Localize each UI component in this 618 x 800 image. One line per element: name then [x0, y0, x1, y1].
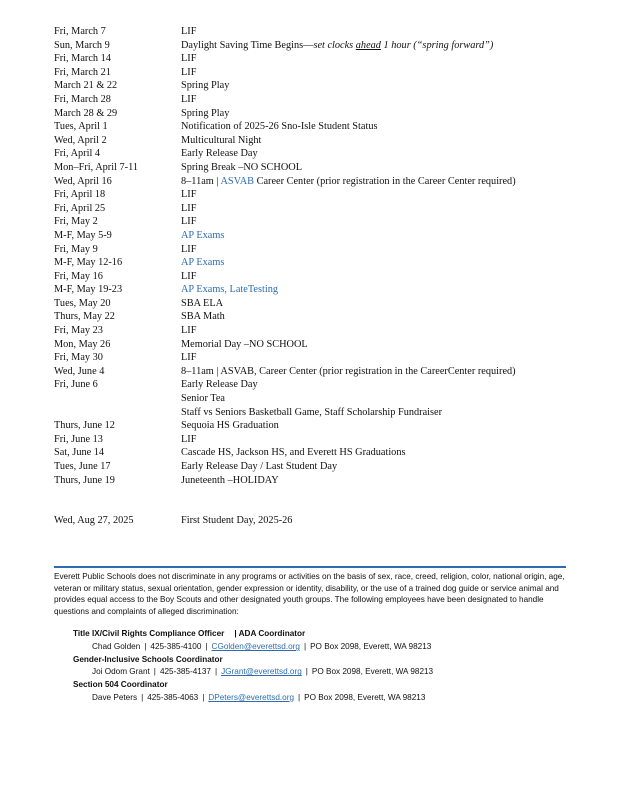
schedule-row	[54, 243, 574, 257]
event-text: Spring Play	[181, 107, 230, 119]
schedule-row	[54, 175, 574, 189]
coordinator-phone: 425-385-4137	[159, 667, 211, 677]
event-text: LIF	[181, 270, 197, 282]
coordinator-role: Title IX/Civil Rights Compliance Officer	[73, 629, 225, 639]
schedule-row	[54, 93, 574, 107]
event-text: SBA ELA	[181, 297, 224, 309]
event-date: Fri, April 25	[54, 202, 106, 214]
event-description	[181, 66, 196, 80]
divider: |	[298, 692, 301, 702]
event-text: LIF	[181, 352, 197, 364]
schedule-row	[54, 270, 574, 284]
event-date: M-F, May 12-16	[54, 257, 123, 269]
schedule-row	[54, 134, 574, 148]
event-text: Staff vs Seniors Basketball Game, Staff Scholarship Fundraiser	[181, 406, 443, 418]
event-description	[181, 365, 516, 379]
event-text: LIF	[181, 216, 197, 228]
event-description	[181, 120, 377, 134]
divider: |	[305, 667, 308, 677]
event-date: Fri, April 4	[54, 148, 101, 160]
event-text: Juneteenth –HOLIDAY	[181, 474, 279, 486]
schedule-row	[54, 188, 574, 202]
schedule-row	[54, 161, 574, 175]
event-text: Spring Play	[181, 80, 230, 92]
nondiscrimination-notice: Everett Public Schools does not discriminate in any programs or activities on the basis of sex, race, creed, religion, color, national origin, age, veteran or military status, sexual orientation, gender expression or identity, disability, or the use of a trained dog guide or service animal and provides equal access to the Boy Scouts and other designated youth groups. The following employees have been designated to handle questions and complaints of alleged discrimination:	[54, 572, 565, 616]
event-text: LIF	[181, 189, 197, 201]
schedule-row	[54, 324, 574, 338]
event-date: Sun, March 9	[54, 39, 110, 51]
divider: |	[214, 667, 218, 677]
event-text: Spring Break –NO SCHOOL	[181, 161, 302, 173]
divider: |	[141, 692, 144, 702]
event-description	[181, 175, 516, 189]
divider: |	[303, 642, 307, 652]
first-day-row	[54, 514, 574, 528]
event-date: Tues, June 17	[54, 461, 111, 472]
schedule-row	[54, 406, 574, 420]
schedule-row	[54, 365, 574, 379]
coordinator-name: Chad Golden	[92, 642, 141, 652]
divider: |	[153, 667, 156, 677]
schedule-row	[54, 460, 574, 474]
schedule-row	[54, 419, 574, 433]
schedule-list	[54, 25, 574, 528]
event-text: Daylight Saving Time Begins—	[181, 39, 314, 51]
event-description	[181, 93, 196, 107]
coordinator-title	[73, 654, 566, 667]
event-text-after: 1 hour (“spring forward”)	[383, 39, 494, 51]
event-text: Early Release Day / Last Student Day	[181, 461, 338, 472]
event-date: Sat, June 14	[54, 447, 105, 459]
schedule-row	[54, 310, 574, 324]
divider: |	[144, 642, 147, 652]
coordinator-address: PO Box 2098, Everett, WA 98213	[310, 642, 432, 652]
event-description	[181, 338, 308, 352]
first-day-event: First Student Day, 2025-26	[181, 515, 293, 527]
coordinator-email-link[interactable]: JGrant@everettsd.org	[221, 667, 302, 677]
event-date	[54, 406, 181, 420]
event-description	[181, 351, 196, 365]
event-description	[181, 406, 442, 420]
coordinator-role-secondary: | ADA Coordinator	[234, 629, 306, 639]
event-description	[181, 270, 196, 284]
event-text: Cascade HS, Jackson HS, and Everett HS Graduations	[181, 447, 406, 459]
event-link[interactable]: AP Exams, LateTesting	[181, 284, 278, 296]
event-date: M-F, May 19-23	[54, 284, 123, 296]
schedule-row	[54, 256, 574, 270]
event-text: LIF	[181, 66, 197, 78]
event-text: LIF	[181, 202, 197, 214]
event-date: Thurs, May 22	[54, 311, 115, 323]
coordinator-address: PO Box 2098, Everett, WA 98213	[304, 692, 426, 702]
schedule-row	[54, 433, 574, 447]
event-description	[181, 378, 258, 392]
event-text: 8–11am |	[181, 175, 219, 187]
schedule-row	[54, 25, 574, 39]
coordinator-role: Gender-Inclusive Schools Coordinator	[73, 654, 223, 664]
event-date: Fri, May 9	[54, 243, 98, 255]
event-date: Mon–Fri, April 7-11	[54, 161, 138, 173]
event-description	[181, 147, 258, 161]
event-date: Fri, May 16	[54, 270, 103, 282]
event-description	[181, 392, 225, 406]
coordinator-name: Joi Odom Grant	[92, 667, 150, 677]
coordinator-list	[73, 628, 566, 704]
event-description	[181, 243, 196, 257]
event-date: Fri, June 6	[54, 379, 98, 391]
event-link[interactable]: AP Exams	[181, 229, 225, 241]
schedule-row	[54, 215, 574, 229]
schedule-row	[54, 52, 574, 66]
event-date: Fri, March 7	[54, 26, 106, 37]
divider: |	[205, 642, 208, 652]
event-description	[181, 39, 493, 53]
schedule-row	[54, 202, 574, 216]
event-description	[181, 460, 337, 474]
event-date: Mon, May 26	[54, 338, 111, 350]
event-date: Tues, April 1	[54, 121, 108, 133]
event-text: LIF	[181, 93, 197, 105]
event-date: March 21 & 22	[54, 80, 118, 92]
first-day-date: Wed, Aug 27, 2025	[54, 515, 134, 527]
event-text: Memorial Day –NO SCHOOL	[181, 338, 308, 350]
nondiscrimination-footer	[54, 566, 566, 705]
event-description	[181, 134, 261, 148]
event-description	[181, 161, 302, 175]
event-description	[181, 229, 224, 243]
event-description	[181, 310, 225, 324]
coordinator-contact	[73, 692, 566, 705]
event-date: Wed, April 16	[54, 175, 112, 187]
event-text: LIF	[181, 26, 197, 37]
event-description	[181, 283, 278, 297]
coordinator-contact	[73, 641, 566, 654]
event-link[interactable]: AP Exams	[181, 257, 225, 269]
event-date: Fri, June 13	[54, 433, 103, 445]
event-date: Fri, March 28	[54, 93, 111, 105]
event-text: LIF	[181, 433, 197, 445]
event-text: 8–11am | ASVAB, Career Center (prior registration in the CareerCenter required)	[181, 365, 516, 377]
schedule-row	[54, 378, 574, 392]
event-underline: ahead	[355, 39, 381, 51]
event-date: Wed, April 2	[54, 134, 107, 146]
schedule-gap	[54, 487, 574, 514]
event-date: Fri, March 21	[54, 66, 111, 78]
coordinator-phone: 425-385-4063	[147, 692, 199, 702]
coordinator-title	[73, 628, 566, 641]
schedule-row	[54, 338, 574, 352]
event-text: Early Release Day	[181, 379, 258, 391]
coordinator-name: Dave Peters	[92, 692, 138, 702]
event-text: Notification of 2025-26 Sno-Isle Student Status	[181, 121, 378, 133]
schedule-row	[54, 283, 574, 297]
schedule-row	[54, 229, 574, 243]
schedule-row	[54, 120, 574, 134]
event-date: Thurs, June 19	[54, 474, 115, 486]
schedule-row	[54, 351, 574, 365]
event-date: Fri, March 14	[54, 53, 111, 65]
event-text: Senior Tea	[181, 393, 225, 405]
schedule-row	[54, 392, 574, 406]
schedule-row	[54, 79, 574, 93]
schedule-row	[54, 147, 574, 161]
event-date: March 28 & 29	[54, 107, 118, 119]
event-date: Fri, May 30	[54, 352, 103, 364]
coordinator-address: PO Box 2098, Everett, WA 98213	[311, 667, 434, 677]
schedule-row	[54, 297, 574, 311]
event-date: Thurs, June 12	[54, 420, 115, 432]
coordinator-email-link[interactable]: DPeters@everettsd.org	[208, 692, 295, 702]
event-description	[181, 25, 196, 39]
event-description	[181, 297, 223, 311]
event-date: Tues, May 20	[54, 297, 111, 309]
event-description	[181, 202, 196, 216]
divider: |	[202, 692, 205, 702]
event-date: Wed, June 4	[54, 365, 105, 377]
schedule-row	[54, 39, 574, 53]
event-date: M-F, May 5-9	[54, 229, 112, 241]
event-text: Multicultural Night	[181, 134, 262, 146]
event-description	[181, 433, 196, 447]
event-emphasis: set clocks	[313, 39, 354, 51]
event-description	[181, 324, 196, 338]
coordinator-title	[73, 679, 566, 692]
event-description	[181, 107, 229, 121]
event-date: Fri, May 2	[54, 216, 98, 228]
coordinator-contact	[73, 666, 566, 679]
event-description	[181, 52, 196, 66]
event-text: Sequoia HS Graduation	[181, 420, 279, 432]
schedule-row	[54, 107, 574, 121]
event-text: LIF	[181, 53, 197, 65]
event-text-after: Career Center (prior registration in the Career Center required)	[256, 175, 516, 187]
schedule-row	[54, 474, 574, 488]
event-description	[181, 256, 224, 270]
event-date	[54, 392, 181, 406]
coordinator-role: Section 504 Coordinator	[73, 680, 168, 690]
event-description	[181, 474, 279, 488]
coordinator-phone: 425-385-4100	[150, 642, 202, 652]
event-text: SBA Math	[181, 311, 225, 323]
event-date: Fri, April 18	[54, 189, 106, 201]
event-text: Early Release Day	[181, 148, 258, 160]
event-description	[181, 215, 196, 229]
event-description	[181, 419, 279, 433]
event-text: LIF	[181, 243, 197, 255]
coordinator-email-link[interactable]: CGolden@everettsd.org	[211, 642, 300, 652]
event-description	[181, 79, 229, 93]
event-date: Fri, May 23	[54, 325, 103, 337]
event-description	[181, 446, 406, 460]
event-description	[181, 188, 196, 202]
event-text: LIF	[181, 325, 197, 337]
event-link[interactable]: ASVAB	[220, 175, 255, 187]
schedule-row	[54, 66, 574, 80]
schedule-row	[54, 446, 574, 460]
